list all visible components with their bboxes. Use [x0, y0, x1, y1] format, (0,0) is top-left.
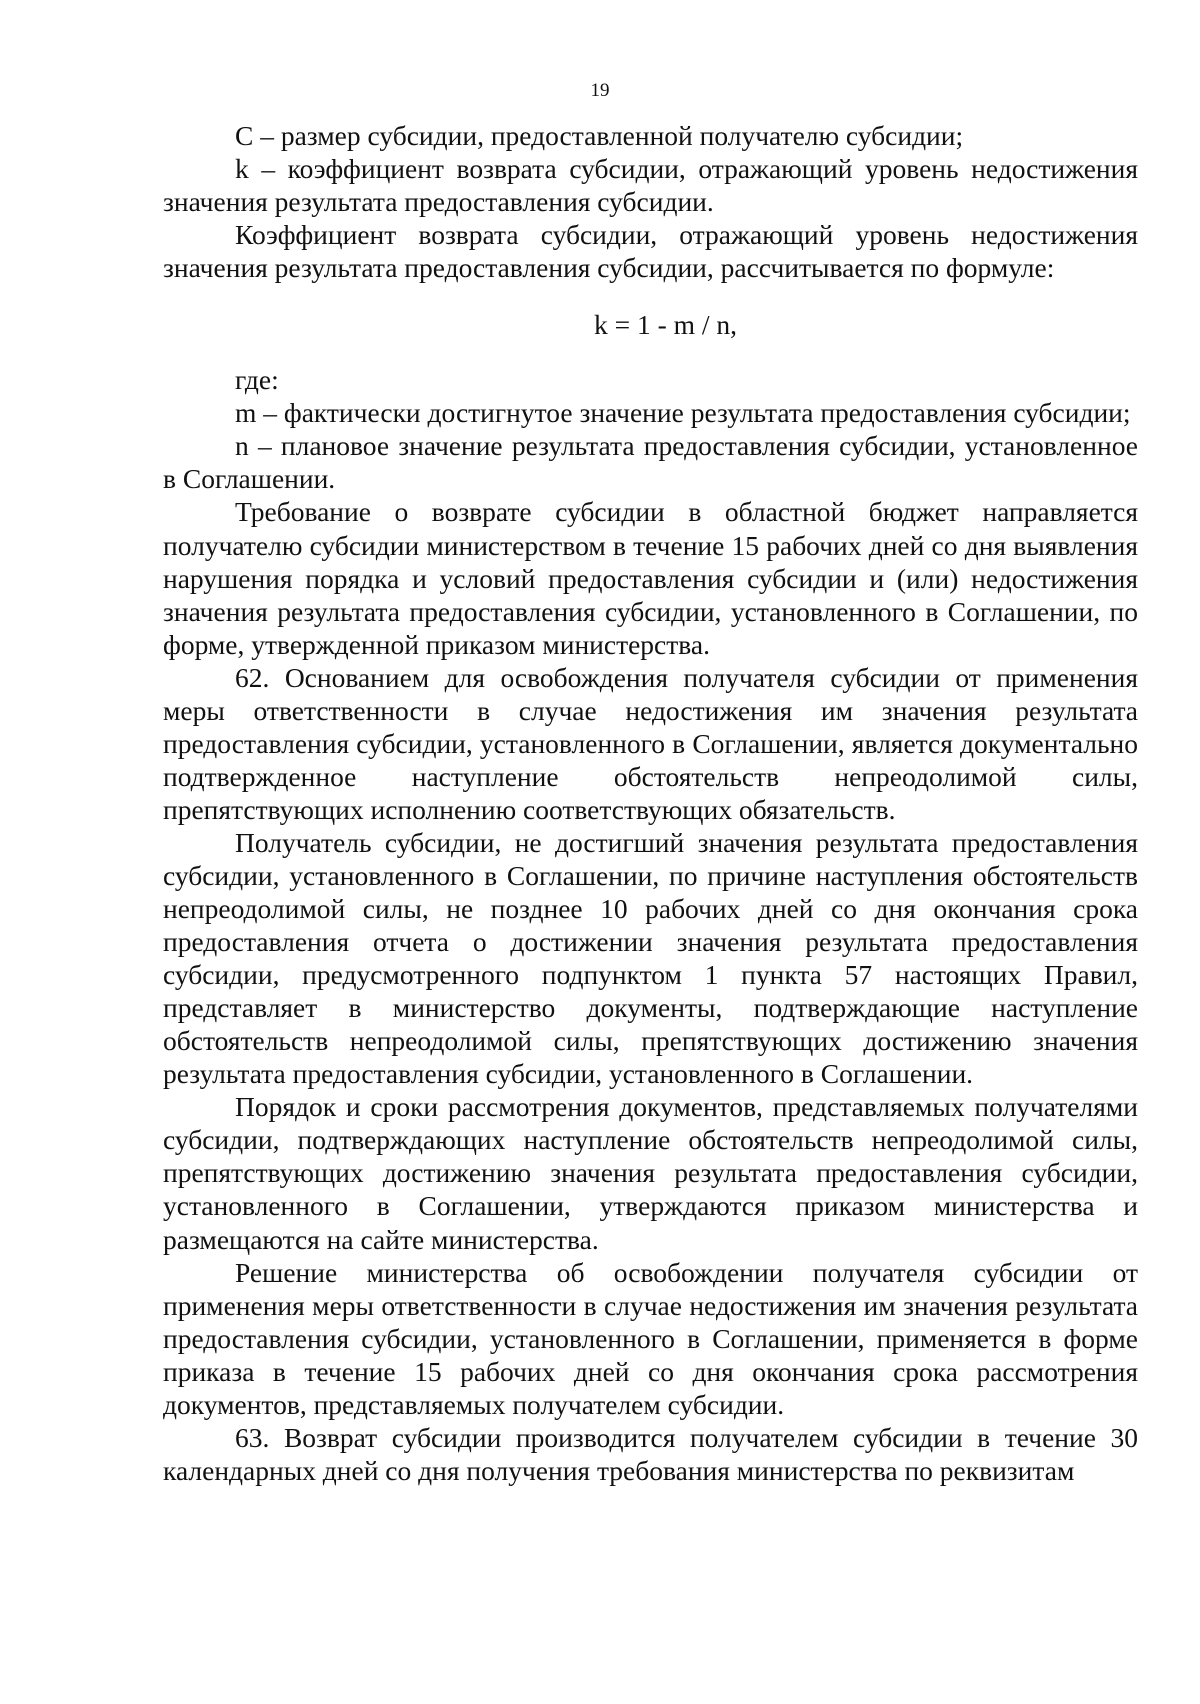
paragraph-return-requirement: Требование о возврате субсидии в областной бюджет направляется получателю субсидии министерством в течение 15 рабочих дней со дня выявления нарушения порядка и условий предоставления субсидии и (или) недостижения значения результата предоставления субсидии, установленного в Соглашении, по форме, утвержденной приказом министерства. — [163, 496, 1138, 660]
paragraph-63: 63. Возврат субсидии производится получателем субсидии в течение 30 календарных дней со дня получения требования министерства по реквизитам — [163, 1421, 1138, 1486]
paragraph-62: 62. Основанием для освобождения получателя субсидии от применения меры ответственности в случае недостижения им значения результата предоставления субсидии, установленного в Соглашении, является документально подтвержденное наступление обстоятельств непреодолимой силы, препятствующих исполнению соответствующих обязательств. — [163, 661, 1138, 825]
paragraph-n-definition: n – плановое значение результата предоставления субсидии, установленное в Соглашении. — [163, 430, 1138, 495]
formula: k = 1 - m / n, — [593, 309, 738, 341]
paragraph-ministry-decision: Решение министерства об освобождении получателя субсидии от применения меры ответственности в случае недостижения им значения результата предоставления субсидии, установленного в Соглашении, применяется в форме приказа в течение 15 рабочих дней со дня окончания срока рассмотрения документов, представляемых получателем субсидии. — [163, 1256, 1138, 1420]
paragraph-coefficient-intro: Коэффициент возврата субсидии, отражающий уровень недостижения значения результата предоставления субсидии, рассчитывается по формуле: — [163, 219, 1138, 284]
paragraph-recipient-force-majeure: Получатель субсидии, не достигший значения результата предоставления субсидии, установленного в Соглашении, по причине наступления обстоятельств непреодолимой силы, не позднее 10 рабочих дней со дня окончания срока предоставления отчета о достижении значения результата предоставления субсидии, предусмотренного подпунктом 1 пункта 57 настоящих Правил, представляет в министерство документы, подтверждающие наступление обстоятельств непреодолимой силы, препятствующих достижению значения результата предоставления субсидии, установленного в Соглашении. — [163, 826, 1138, 1090]
paragraph-k-definition: k – коэффициент возврата субсидии, отражающий уровень недостижения значения результата предоставления субсидии. — [163, 153, 1138, 218]
page-number: 19 — [590, 80, 610, 101]
paragraph-review-procedure: Порядок и сроки рассмотрения документов, представляемых получателями субсидии, подтверждающих наступление обстоятельств непреодолимой силы, препятствующих достижению значения результата предоставления субсидии, установленного в Соглашении, утверждаются приказом министерства и размещаются на сайте министерства. — [163, 1091, 1138, 1255]
paragraph-c-definition: С – размер субсидии, предоставленной получателю субсидии; — [235, 120, 964, 151]
document-body — [163, 119, 1138, 1487]
paragraph-m-definition: m – фактически достигнутое значение результата предоставления субсидии; — [235, 397, 1131, 429]
paragraph-where: где: — [235, 364, 279, 396]
